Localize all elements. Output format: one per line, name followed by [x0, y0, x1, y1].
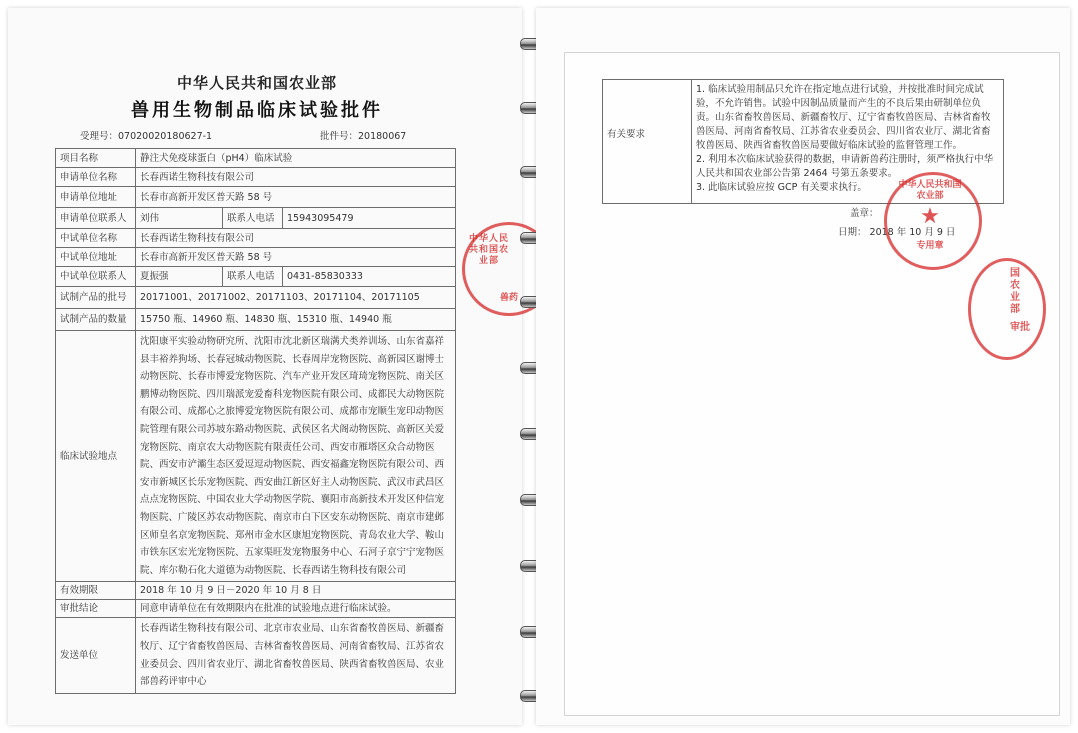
- table-row: [56, 149, 456, 168]
- project-name-value: 静注犬免疫球蛋白（pH4）临床试验: [136, 149, 456, 168]
- seal-sub-text: 兽药: [499, 293, 518, 303]
- table-row: [56, 229, 456, 248]
- seal-sub-text: 专用章: [916, 241, 944, 251]
- approval-number: 批件号：20180067: [320, 131, 407, 142]
- applicant-phone-value: 15943095479: [283, 208, 456, 229]
- table-row: [56, 187, 456, 208]
- seal-label: 盖章：: [850, 208, 879, 219]
- trial-address-value: 长春市高新开发区普天路 58 号: [136, 248, 456, 267]
- field-label: 试制产品的数量: [56, 309, 136, 331]
- applicant-contact-value: 刘伟: [136, 208, 223, 229]
- field-label: 中试单位名称: [56, 229, 136, 248]
- field-label: 中试单位联系人: [56, 267, 136, 287]
- trial-contact-value: 夏振强: [136, 267, 223, 287]
- validity-value: 2018 年 10 月 9 日－2020 年 10 月 8 日: [136, 582, 456, 600]
- seal-text: 国农业部: [1010, 268, 1020, 315]
- trial-unit-value: 长春西诺生物科技有限公司: [136, 229, 456, 248]
- acceptance-number: 受理号：07020020180627-1: [80, 131, 213, 142]
- table-row: [56, 582, 456, 600]
- field-label: 发送单位: [56, 618, 136, 693]
- field-label: 项目名称: [56, 149, 136, 168]
- ministry-heading: 中华人民共和国农业部: [176, 74, 337, 92]
- field-label: 申请单位名称: [56, 168, 136, 187]
- requirements-label: 有关要求: [603, 80, 692, 204]
- applicant-value: 长春西诺生物科技有限公司: [136, 168, 456, 187]
- approval-form-table: [55, 148, 456, 694]
- seal-text: 中华人民共和国农业部: [468, 234, 509, 266]
- recipients-value: 长春西诺生物科技有限公司、北京市农业局、山东省畜牧兽医局、新疆畜牧厅、辽宁省畜牧兽医局、吉林省畜牧兽医局、河南省畜牧局、江苏省农业委员会、四川省农业厅、湖北省畜牧兽医局、陕西省畜牧兽医局、农业部兽药评审中心: [136, 618, 456, 693]
- quantity-value: 15750 瓶、14960 瓶、14830 瓶、15310 瓶、14940 瓶: [136, 309, 456, 331]
- table-row: [56, 168, 456, 187]
- trial-phone-value: 0431-85830333: [283, 267, 456, 287]
- seal-text: 中华人民共和国农业部: [898, 180, 962, 201]
- requirements-content: 1. 临床试验用制品只允许在指定地点进行试验，并按批准时间完成试验，不允许销售。试验中因制品质量而产生的不良后果由研制单位负责。山东省畜牧兽医局、新疆畜牧厅、辽宁省畜牧兽医局、吉林省畜牧兽医局、河南省畜牧局、江苏省农业委员会、四川省农业厅、湖北省畜牧兽医局、陕西省畜牧兽医局要做好临床试验的监督管理工作。 2. 利用本次临床试验获得的数据，申请新兽药注册时，须严格执行中华人民共和国农业部公告第 2464 号第五条要求。 3. 此临床试验应按 GCP 有关要求执行。: [696, 84, 994, 193]
- field-label: 申请单位联系人: [56, 208, 136, 229]
- field-label: 临床试验地点: [56, 331, 136, 582]
- field-label: 联系人电话: [223, 267, 283, 287]
- seal-star-icon: ★: [920, 204, 940, 229]
- document-title: 兽用生物制品临床试验批件: [131, 100, 383, 121]
- field-label: 中试单位地址: [56, 248, 136, 267]
- table-row: [56, 208, 456, 229]
- table-row: [56, 618, 456, 693]
- field-label: 申请单位地址: [56, 187, 136, 208]
- table-row: [56, 600, 456, 618]
- official-seal-edge: [968, 258, 1046, 360]
- table-row: [56, 287, 456, 309]
- table-row: [56, 309, 456, 331]
- trial-sites-value: 沈阳康平实验动物研究所、沈阳市沈北新区瑞满犬类养训场、山东省嘉祥县丰裕养狗场、长春冠城动物医院、长春周岸宠物医院、高新园区谢博士动物医院、长春市博爱宠物医院、汽车产业开发区琦琦宠物医院、南关区鹏博动物医院、四川瑞派宠爱畜科宠物医院有限公司、成都民大动物医院有限公司、成都心之旅博爱宠物医院有限公司、成都市宠顺生宠印动物医院管理有限公司苏坡东路动物医院、武侯区名犬阁动物医院、高新区关爱宠物医院、南京农大动物医院有限责任公司、西安市雁塔区众合动物医院、西安市浐灞生态区爱逗逗动物医院、西安福鑫宠物医院有限公司、西安市新城区长乐宠物医院、西安曲江新区好主人动物医院、武汉市武昌区点点宠物医院、中国农业大学动物医学院、襄阳市高新技术开发区仲信宠物医院、广陵区苏农动物医院、南京市白下区安东动物医院、南京市建邺区师皇名京宠物医院、郑州市金水区康旭宠物医院、青岛农业大学、鞍山市铁东区宏光宠物医院、五家渠旺发宠物服务中心、石河子京宁宁宠物医院、库尔勒石化大道德为动物医院、长春西诺生物科技有限公司: [136, 331, 456, 582]
- conclusion-value: 同意申请单位在有效期限内在批准的试验地点进行临床试验。: [136, 600, 456, 618]
- field-label: 有效期限: [56, 582, 136, 600]
- batch-numbers-value: 20171001、20171002、20171103、20171104、20171105: [136, 287, 456, 309]
- seal-sub-text: 审批: [1010, 322, 1030, 333]
- field-label: 试制产品的批号: [56, 287, 136, 309]
- issue-date: 日期： 2018 年 10 月 9 日: [838, 227, 956, 238]
- table-row: [56, 267, 456, 287]
- table-row: [56, 248, 456, 267]
- field-label: 联系人电话: [223, 208, 283, 229]
- field-label: 审批结论: [56, 600, 136, 618]
- table-row: [56, 331, 456, 582]
- applicant-address-value: 长春市高新开发区普天路 58 号: [136, 187, 456, 208]
